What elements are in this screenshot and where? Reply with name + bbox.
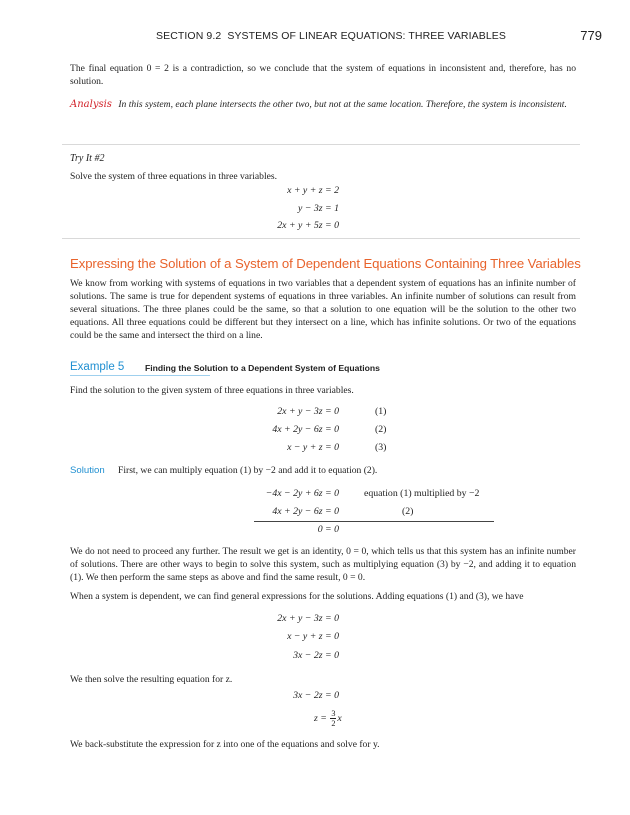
try-it-prompt: Solve the system of three equations in three variables.	[70, 171, 278, 182]
try-it-equation-1: x + y + z = 2	[287, 185, 339, 196]
combine-note-1: equation (1) multiplied by −2	[364, 488, 480, 499]
analysis-note	[70, 98, 576, 111]
solve-z-line-2	[314, 709, 342, 728]
example-label: Example 5	[70, 361, 125, 373]
analysis-text: In this system, each plane intersects the other two, but not at the same location. Therefore, the system is inconsistent.	[118, 99, 567, 110]
system-equation-1: 2x + y − 3z = 0	[277, 406, 339, 417]
back-substitute-paragraph: We back-substitute the expression for z into one of the equations and solve for y.	[70, 739, 380, 750]
try-it-bottom-rule	[62, 238, 580, 239]
example-underline	[70, 375, 210, 376]
running-header	[156, 30, 506, 42]
section-title: SYSTEMS OF LINEAR EQUATIONS: THREE VARIABLES	[227, 30, 506, 42]
solve-z-variable: x	[337, 712, 342, 724]
example-title: Finding the Solution to a Dependent System of Equations	[145, 363, 380, 373]
combine-equation-2: 4x + 2y − 6z = 0	[272, 506, 339, 517]
page-number: 779	[580, 28, 602, 43]
try-it-equation-3: 2x + y + 5z = 0	[277, 220, 339, 231]
solution-label: Solution	[70, 465, 105, 476]
section-heading: Expressing the Solution of a System of Dependent Equations Containing Three Variables	[70, 256, 581, 271]
add-equation-2: x − y + z = 0	[287, 631, 339, 642]
try-it-top-rule	[62, 144, 580, 145]
fraction-numerator: 3	[331, 709, 336, 718]
system-equation-3-number: (3)	[375, 442, 387, 453]
solution-text: First, we can multiply equation (1) by −2 and add it to equation (2).	[118, 465, 378, 476]
add-equation-1: 2x + y − 3z = 0	[277, 613, 339, 624]
system-equation-3: x − y + z = 0	[287, 442, 339, 453]
combine-note-2: (2)	[402, 506, 414, 517]
solve-z-paragraph: We then solve the resulting equation for z.	[70, 674, 233, 685]
combine-equation-1: −4x − 2y + 6z = 0	[265, 488, 339, 499]
example-prompt: Find the solution to the given system of three equations in three variables.	[70, 385, 354, 396]
fraction-denominator: 2	[331, 719, 336, 728]
identity-paragraph: We do not need to proceed any further. The result we get is an identity, 0 = 0, which tells us that this system has an infinite number of solutions. There are other ways to begin to solve this system, such as multiplying equation (3) by −2, and adding it to equation (1). We then perform the same steps as above and find the same result, 0 = 0.	[70, 546, 576, 583]
sum-rule	[254, 521, 494, 522]
system-equation-2-number: (2)	[375, 424, 387, 435]
try-it-equation-2: y − 3z = 1	[298, 203, 339, 214]
section-number: SECTION 9.2	[156, 30, 222, 42]
analysis-label: Analysis	[70, 99, 112, 110]
try-it-label: Try It #2	[70, 153, 105, 164]
solve-z-line-1: 3x − 2z = 0	[293, 690, 339, 701]
solve-z-lhs: z =	[314, 712, 327, 724]
intro-paragraph: The final equation 0 = 2 is a contradiction, so we conclude that the system of equations in inconsistent and, therefore, has no solution.	[70, 63, 576, 87]
system-equation-2: 4x + 2y − 6z = 0	[272, 424, 339, 435]
system-equation-1-number: (1)	[375, 406, 387, 417]
fraction	[330, 709, 336, 728]
dependent-paragraph: When a system is dependent, we can find general expressions for the solutions. Adding equations (1) and (3), we have	[70, 591, 524, 602]
add-equation-3: 3x − 2z = 0	[293, 650, 339, 661]
combine-result: 0 = 0	[317, 524, 339, 535]
section-paragraph: We know from working with systems of equations in two variables that a dependent system of equations has an infinite number of solutions. The same is true for dependent systems of equations in three variables. An infinite number of solutions can result from several situations. The three planes could be the same, so that a solution to one equation will be the solution to the other two equations. All three equations could be different but they intersect on a line, which has infinite solutions. Or two of the equations could be the same and intersect the third on a line.	[70, 278, 576, 341]
